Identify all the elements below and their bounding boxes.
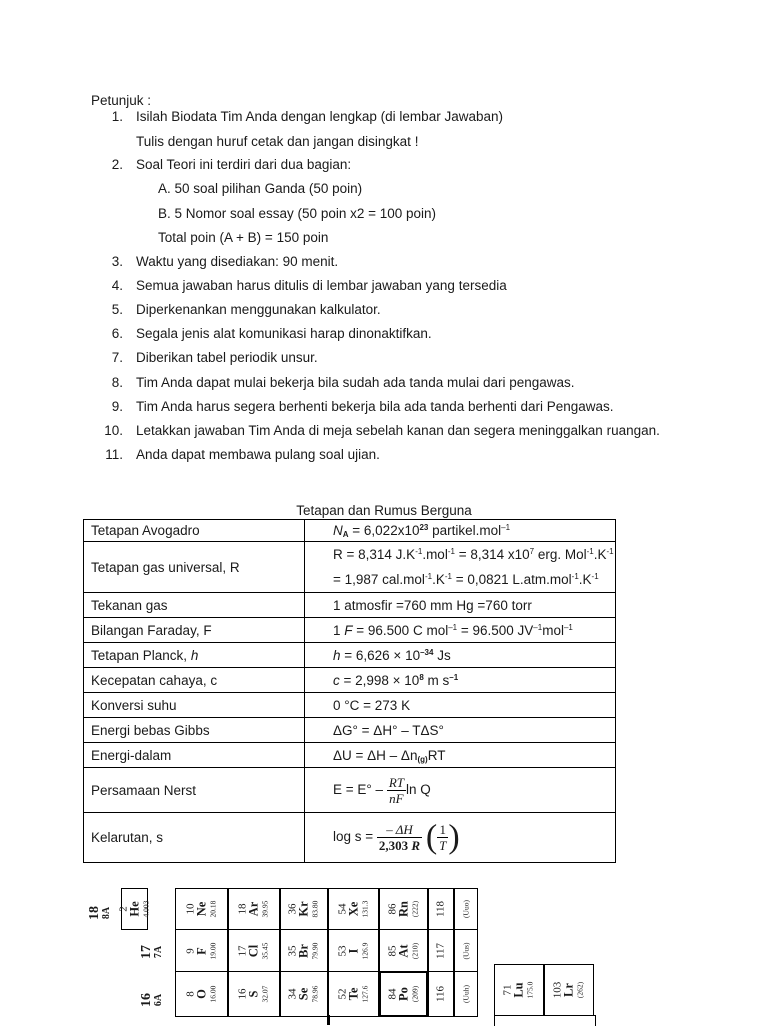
element-symbol: Kr [296,901,311,917]
element-cell [280,888,328,930]
list-item: Waktu yang disediakan: 90 menit. [136,254,339,269]
element-cell-text [436,942,447,958]
row-label: Kelarutan, s [84,813,305,863]
element-cell-text [337,986,370,1003]
element-symbol: Ne [194,901,208,917]
row-label: Kecepatan cahaya, c [84,668,305,693]
list-item: Tim Anda harus segera berhenti bekerja bila ada tanda berhenti dari Pengawas. [136,399,614,414]
atomic-mass: 127.6 [360,985,369,1003]
element-symbol: Lu [511,982,526,998]
list-item-number: 10. [104,423,123,438]
atomic-mass: 4.003 [141,900,150,918]
element-cell [544,964,594,1016]
element-cell [379,888,428,930]
atomic-mass: (209) [410,985,419,1003]
group-number: 17 [139,945,154,959]
atomic-number: 117 [434,942,447,959]
atomic-number: 36 [286,903,299,915]
atomic-number: 54 [336,903,348,915]
list-item-number: 4. [111,278,123,293]
periodic-divider [327,1015,330,1025]
list-item-number: 6. [111,326,123,341]
list-item: Segala jenis alat komunikasi harap dinonaktifkan. [136,326,432,341]
periodic-partial-row [494,1015,596,1026]
atomic-number: 116 [434,985,447,1003]
element-cell [379,929,428,972]
list-item-number: 8. [111,375,123,390]
nerst-fraction: $\frac{RT}{nF}$ [388,774,404,806]
atomic-number: 17 [236,945,249,956]
list-item: Semua jawaban harus ditulis di lembar jawaban yang tersedia [136,278,507,293]
element-cell-text [387,942,420,958]
row-label: Tekanan gas [84,593,305,618]
element-cell-text [503,982,536,999]
element-cell [228,888,280,930]
atomic-number: 2 [117,906,129,912]
element-cell-text [387,901,420,917]
element-cell [454,888,478,930]
element-cell-text [185,942,218,959]
element-cell-text [288,901,321,918]
group-label [85,893,115,933]
element-cell [428,971,454,1017]
row-value: E = E° – $\frac{RT}{nF}$ ln Q [305,768,616,813]
element-symbol: Ar [246,901,261,917]
atomic-number: 52 [336,988,348,1000]
atomic-mass: 19.00 [208,942,217,959]
row-value: $c = 2,998 \times 10^8$ m $s^{-1}$ [305,668,616,693]
group-number: 18 [87,906,102,920]
element-cell-text [553,982,586,999]
row-label: Tetapan Avogadro [84,520,305,542]
solubility-fraction: $\frac{- \Delta H}{2,303 R}$ [378,822,421,853]
element-symbol: Xe [346,901,360,917]
instructions-heading: Petunjuk : [91,93,152,108]
row-label: Energi-dalam [84,743,305,768]
element-symbol: Br [296,943,311,958]
atomic-mass: (Uuh) [461,985,471,1003]
row-label: Tetapan gas universal, R [84,542,305,593]
list-item: Diberikan tabel periodik unsur. [136,350,318,365]
element-cell [454,971,478,1017]
element-cell [454,929,478,972]
row-value: 1 atmosfir =760 mm Hg =760 torr [305,593,616,618]
element-cell-text [288,986,321,1003]
atomic-number: 34 [286,988,299,1000]
element-symbol: At [396,943,410,958]
row-value: $h = 6,626 \times 10^{-34}$ Js [305,643,616,668]
list-item: Diperkenankan menggunakan kalkulator. [136,302,381,317]
atomic-mass: 39.95 [260,900,270,918]
group-label [137,980,167,1020]
group-subname: 8A [101,906,112,920]
atomic-mass: 131.3 [360,900,369,918]
atomic-mass: (210) [410,942,419,959]
element-symbol: Cl [246,944,261,957]
atomic-number: 35 [286,945,299,956]
atomic-mass: 79.90 [310,942,320,959]
element-cell-text [337,942,370,959]
row-value: $N_A = 6,022x10^{23}$ partikel.mol$^{-1}$ [305,520,616,542]
atomic-mass: (262) [575,981,585,999]
list-item-number: 1. [111,109,123,124]
atomic-mass: 32.07 [260,985,270,1003]
atomic-number: 71 [501,984,514,996]
row-value: 1 F = 96.500 C mol$^{-1}$ = 96.500 $JV^{-1}mol^{-1}$ [305,618,616,643]
element-cell [428,888,454,930]
list-item-number: 7. [111,350,123,365]
atomic-mass: 175.0 [525,981,535,999]
element-symbol: Po [396,987,410,1001]
group-subname: 6A [153,993,164,1007]
element-symbol: He [127,901,141,917]
atomic-mass: 78.96 [310,985,320,1003]
element-cell [228,929,280,972]
atomic-number: 18 [236,903,249,915]
group-number: 16 [139,993,154,1007]
row-label: Tetapan Planck, h [84,643,305,668]
row-value: log s = $\frac{- \Delta H}{2,303 R}$ ( $\frac{1}{T}$ ) [305,813,616,863]
atomic-number: 10 [184,903,196,915]
element-cell-text [118,901,151,918]
element-cell [175,888,228,930]
atomic-number: 103 [551,981,564,999]
inverse-t-fraction: $\frac{1}{T}$ [439,822,447,853]
atomic-number: 53 [336,945,348,956]
list-item: Total poin (A + B) = 150 poin [158,230,329,245]
atomic-mass: 16.00 [208,985,217,1003]
element-symbol: Rn [396,901,410,917]
list-item: Soal Teori ini terdiri dari dua bagian: [136,157,352,172]
element-cell-text [238,942,271,959]
row-label: Persamaan Nerst [84,768,305,813]
row-value: 0 °C = 273 K [305,693,616,718]
list-item-number: 11. [105,447,123,462]
element-symbol: I [346,948,360,953]
element-cell-text [185,901,218,918]
element-cell-text [461,942,472,959]
element-symbol: Te [346,987,360,1001]
list-item: Letakkan jawaban Tim Anda di meja sebelah kanan dan segera meninggalkan ruangan. [136,423,660,438]
element-cell-text [337,901,370,918]
atomic-mass: 126.9 [360,942,369,959]
element-cell [175,971,228,1017]
atomic-number: 86 [386,903,398,915]
element-cell [117,888,150,930]
atomic-number: 85 [386,945,398,956]
element-cell-text [387,986,420,1002]
constants-table-title: Tetapan dan Rumus Berguna [296,503,472,518]
element-cell-text [238,901,271,918]
atomic-mass: 83.80 [310,900,320,918]
list-item-number: 9. [111,399,123,414]
atomic-mass: 20.18 [208,900,217,918]
element-cell-text [436,986,447,1002]
atomic-number: 118 [434,900,447,918]
element-symbol: O [194,989,208,999]
list-item: Tim Anda dapat mulai bekerja bila sudah ada tanda mulai dari pengawas. [136,375,575,390]
row-label: Energi bebas Gibbs [84,718,305,743]
atomic-mass: (222) [410,900,419,918]
list-item: A. 50 soal pilihan Ganda (50 poin) [158,181,363,196]
row-value: ΔG° = ΔH° – TΔS° [305,718,616,743]
atomic-mass: 35.45 [260,942,270,959]
atomic-mass: (Uus) [461,941,471,960]
atomic-number: 16 [236,988,249,1000]
element-cell [228,971,280,1017]
element-cell [328,888,379,930]
row-value: R = 8,314 $J.K^{-1}.mol^{-1} = 8,314$ $x10^7$ erg. $Mol^{-1}.K^{-1}$ = 1,987 $cal.mol^{-1}.K^{-1} = 0,0821$ $L.atm.mol^{-1}.K^{-1}$ [305,542,616,593]
atomic-number: 84 [386,988,398,1000]
list-item-number: 2. [111,157,123,172]
element-cell-text [436,901,447,917]
element-cell [280,929,328,972]
element-cell [494,964,544,1016]
row-label: Bilangan Faraday, F [84,618,305,643]
atomic-mass: (Uuo) [461,900,471,918]
group-label [137,932,167,972]
element-symbol: S [246,990,261,998]
element-symbol: Se [296,987,311,1001]
element-cell [280,971,328,1017]
element-cell [328,929,379,972]
element-cell [328,971,379,1017]
element-symbol: F [194,946,208,955]
list-item: Anda dapat membawa pulang soal ujian. [136,447,380,462]
element-cell-text [185,986,218,1003]
element-cell-text [288,942,321,959]
list-item: Tulis dengan huruf cetak dan jangan disingkat ! [136,134,419,149]
element-cell [428,929,454,972]
element-cell-text [461,900,472,918]
group-subname: 7A [153,945,164,959]
atomic-number: 9 [184,947,196,954]
list-item-number: 3. [111,254,123,269]
element-cell [175,929,228,972]
element-cell-text [461,985,472,1003]
element-symbol: Lr [561,983,576,997]
atomic-number: 8 [184,991,196,997]
list-item: B. 5 Nomor soal essay (50 poin x2 = 100 poin) [158,206,437,221]
list-item-number: 5. [111,302,123,317]
element-cell [379,971,428,1017]
row-label: Konversi suhu [84,693,305,718]
list-item: Isilah Biodata Tim Anda dengan lengkap (di lembar Jawaban) [136,109,503,124]
element-cell-text [238,986,271,1003]
row-value: $\Delta U = \Delta H - \Delta n_{(g)}RT$ [305,743,616,768]
